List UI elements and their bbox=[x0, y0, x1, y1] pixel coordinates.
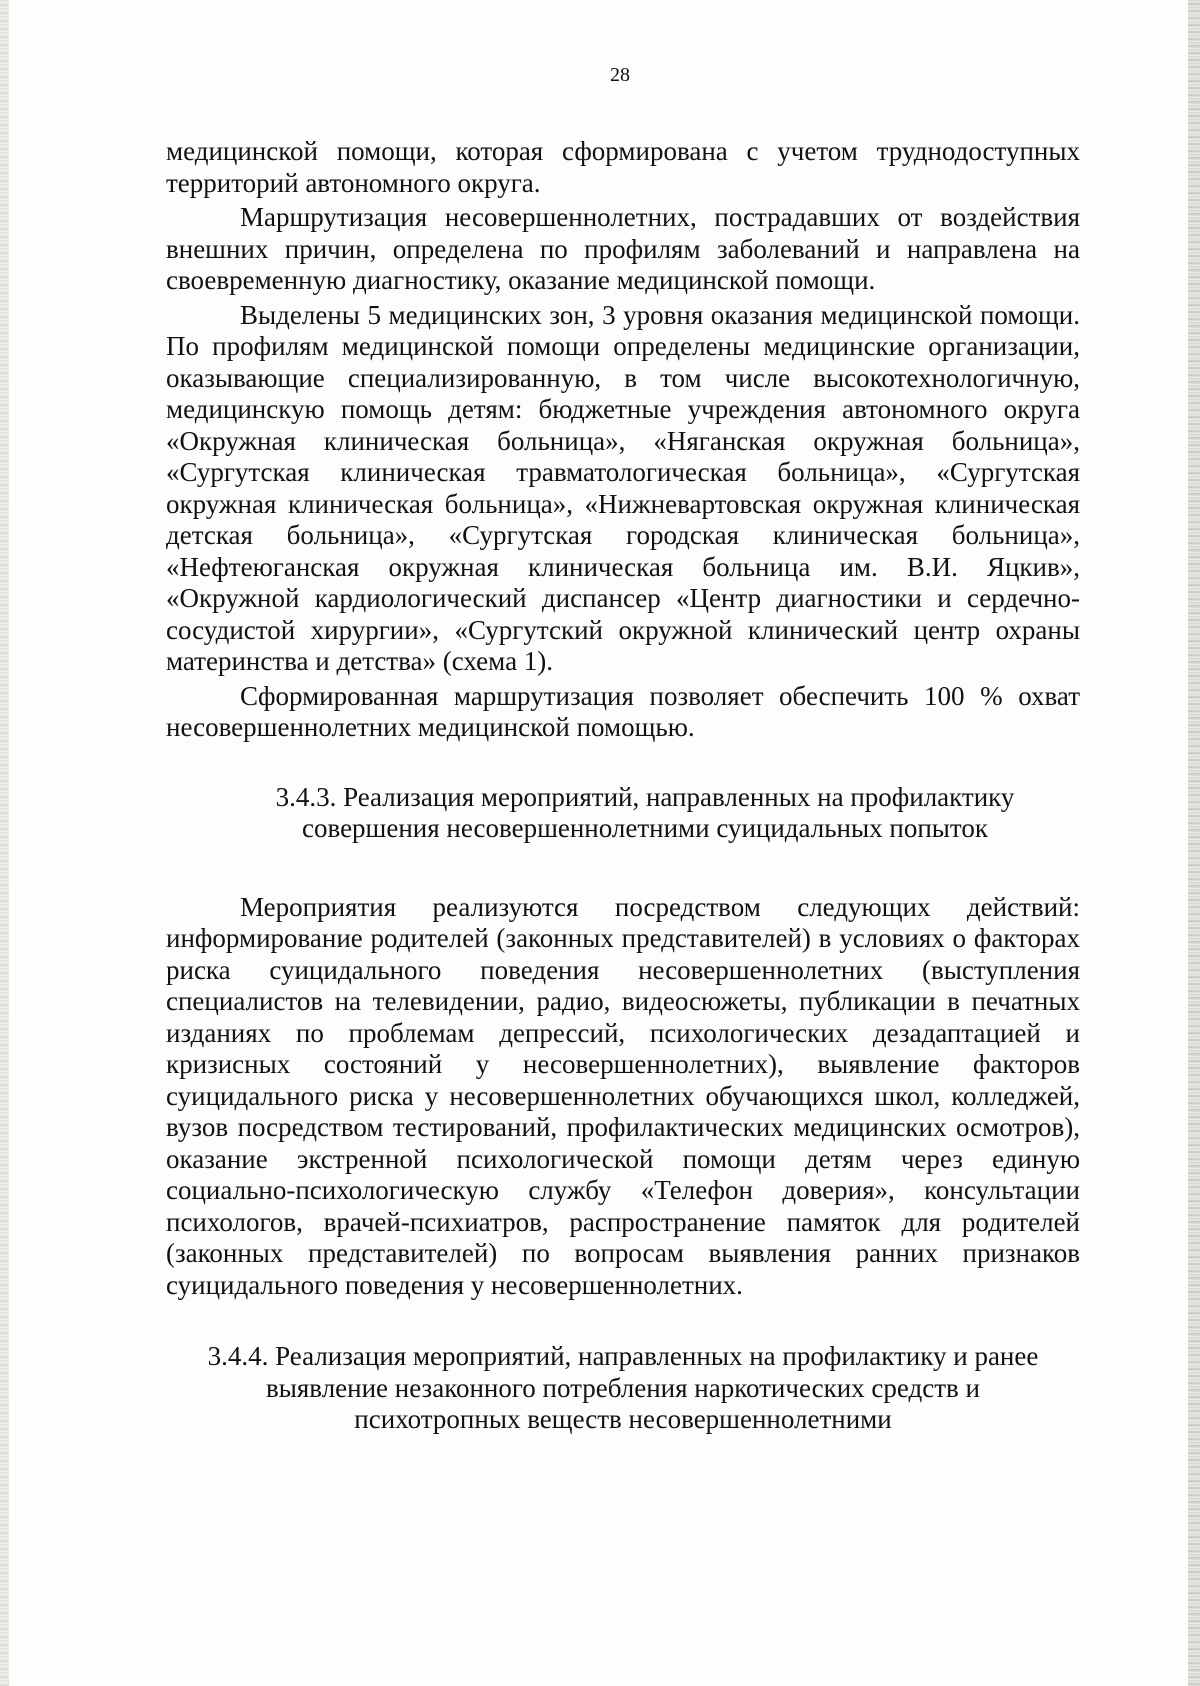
section-heading-3-4-4 bbox=[166, 1341, 1080, 1436]
section-heading-3-4-4-line3: психотропных веществ несовершеннолетними bbox=[354, 1404, 892, 1434]
paragraph-routing: Маршрутизация несовершеннолетних, пострадавших от воздействия внешних причин, определена по профилям заболеваний и направлена на своевременную диагностику, оказание медицинской помощи. bbox=[166, 202, 1080, 295]
scan-edge-right bbox=[1188, 0, 1200, 1686]
section-heading-3-4-3-line1: 3.4.3. Реализация мероприятий, направленных на профилактику bbox=[275, 781, 1015, 812]
paragraph-continuation: медицинской помощи, которая сформирована с учетом труднодоступных территорий автономного округа. bbox=[166, 136, 1080, 198]
section-heading-3-4-4-line2: выявление незаконного потребления наркотических средств и bbox=[266, 1372, 980, 1403]
paragraph-suicide-prevention: Мероприятия реализуются посредством следующих действий: информирование родителей (законных представителей) в условиях о факторах риска суицидального поведения несовершеннолетних (выступления специалистов на телевидении, радио, видеосюжеты, публикации в печатных изданиях по проблемам депрессий, психологических дезадаптацией и кризисных состояний у несовершеннолетних), выявление факторов суицидального риска у несовершеннолетних обучающихся школ, колледжей, вузов посредством тестирований, профилактических медицинских осмотров), оказание экстренной психологической помощи детям через единую социально-психологическую службу «Телефон доверия», консультации психологов, врачей-психиатров, распространение памяток для родителей (законных представителей) по вопросам выявления ранних признаков суицидального поведения у несовершеннолетних. bbox=[166, 891, 1080, 1300]
paragraph-medical-zones: Выделены 5 медицинских зон, 3 уровня оказания медицинской помощи. По профилям медицинской помощи определены медицинские организации, оказывающие специализированную, в том числе высокотехнологичную, медицинскую помощь детям: бюджетные учреждения автономного округа «Окружная клиническая больница», «Няганская окружная больница», «Сургутская клиническая травматологическая больница», «Сургутская окружная клиническая больница», «Нижневартовская окружная клиническая детская больница», «Сургутская городская клиническая больница», «Нефтеюганская окружная клиническая больница им. В.И. Яцкив», «Окружной кардиологический диспансер «Центр диагностики и сердечно-сосудистой хирургии», «Сургутский окружной клинический центр охраны материнства и детства» (схема 1). bbox=[166, 299, 1080, 676]
section-heading-3-4-3 bbox=[166, 782, 1080, 845]
page-number: 28 bbox=[610, 64, 630, 86]
section-heading-3-4-4-line1: 3.4.4. Реализация мероприятий, направленных на профилактику и ранее bbox=[207, 1341, 1039, 1371]
document-body bbox=[166, 136, 1080, 1436]
paragraph-coverage: Сформированная маршрутизация позволяет обеспечить 100 % охват несовершеннолетних медицинской помощью. bbox=[166, 680, 1080, 742]
scan-edge-left bbox=[0, 0, 9, 1686]
section-heading-3-4-3-line2: совершения несовершеннолетними суицидальных попыток bbox=[302, 813, 988, 843]
